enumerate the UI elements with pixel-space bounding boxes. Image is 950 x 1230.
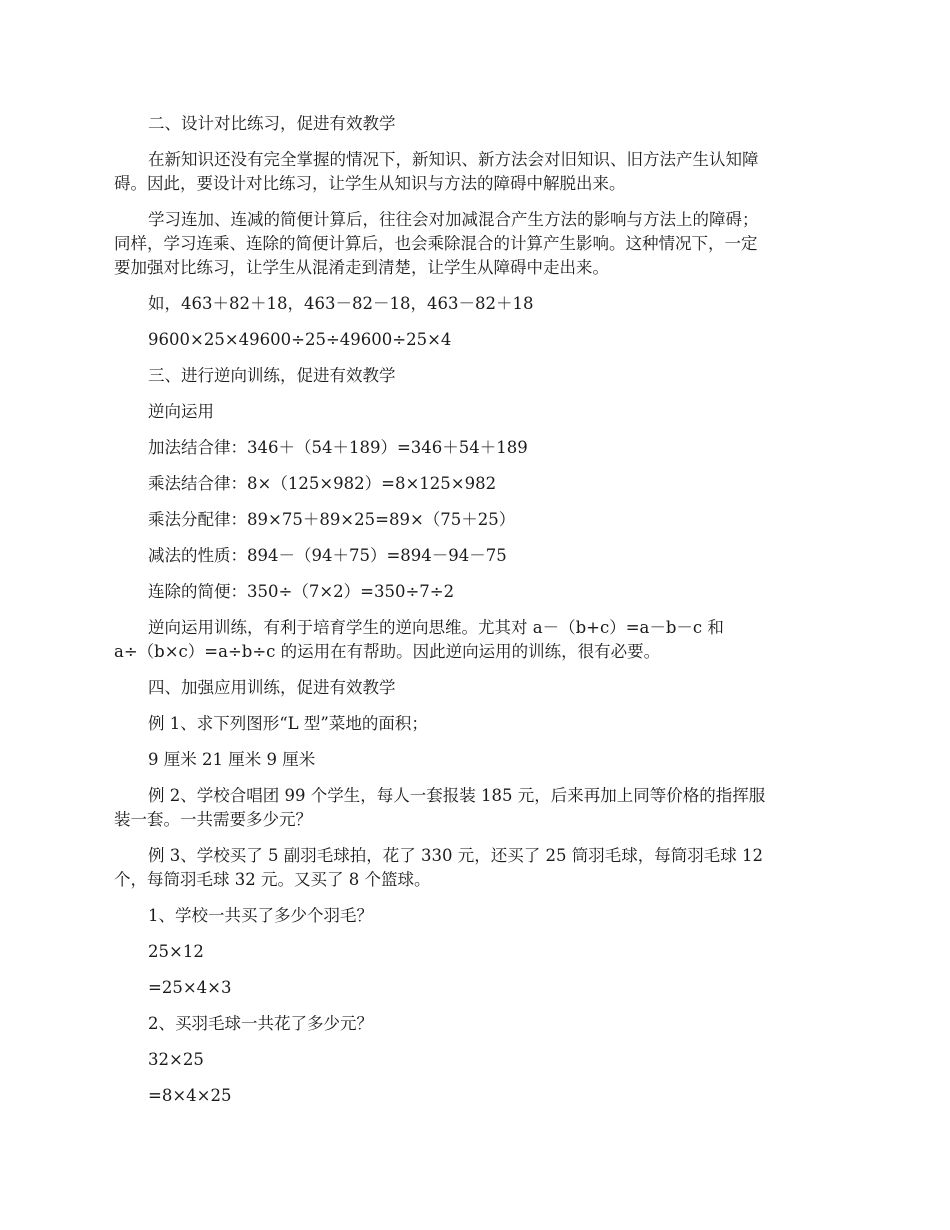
formula-line: 乘法分配律：89×75＋89×25=89×（75＋25） xyxy=(148,510,516,529)
formula-line: 乘法结合律：8×（125×982）=8×125×982 xyxy=(148,474,497,493)
calculation-line: 32×25 xyxy=(148,1050,204,1069)
calculation-line: =8×4×25 xyxy=(148,1086,232,1105)
paragraph-line: 同样，学习连乘、连除的简便计算后，也会乘除混合的计算产生影响。这种情况下，一定 xyxy=(114,234,758,253)
paragraph-line: 逆向运用训练，有利于培育学生的逆向思维。尤其对 a－（b+c）=a－b－c 和 xyxy=(148,618,724,637)
example-expression: 如，463＋82＋18，463－82－18，463－82＋18 xyxy=(148,294,534,313)
paragraph-line: a÷（b×c）=a÷b÷c 的运用在有帮助。因此逆向运用的训练，很有必要。 xyxy=(114,642,661,661)
paragraph-line: 要加强对比练习，让学生从混淆走到清楚，让学生从障碍中走出来。 xyxy=(114,258,609,277)
calculation-line: =25×4×3 xyxy=(148,978,232,997)
paragraph-line: 碍。因此，要设计对比练习，让学生从知识与方法的障碍中解脱出来。 xyxy=(114,174,626,193)
formula-line: 连除的简便：350÷（7×2）=350÷7÷2 xyxy=(148,582,455,601)
section-heading-2: 二、设计对比练习，促进有效教学 xyxy=(148,114,396,133)
formula-line: 加法结合律：346＋（54＋189）=346＋54＋189 xyxy=(148,438,528,457)
question-line: 2、买羽毛球一共花了多少元？ xyxy=(148,1014,373,1033)
question-line: 1、学校一共买了多少个羽毛？ xyxy=(148,906,373,925)
paragraph-line: 例 3、学校买了 5 副羽毛球拍，花了 330 元，还买了 25 筒羽毛球，每筒羽毛球 12 xyxy=(148,846,763,865)
paragraph-line: 个，每筒羽毛球 32 元。又买了 8 个篮球。 xyxy=(114,870,431,889)
section-heading-3: 三、进行逆向训练，促进有效教学 xyxy=(148,366,396,385)
section-heading-4: 四、加强应用训练，促进有效教学 xyxy=(148,678,396,697)
paragraph-line: 学习连加、连减的简便计算后，往往会对加减混合产生方法的影响与方法上的障碍； xyxy=(148,210,759,229)
subheading: 逆向运用 xyxy=(148,402,214,421)
paragraph-line: 装一套。一共需要多少元？ xyxy=(114,810,312,829)
example-text: 9 厘米 21 厘米 9 厘米 xyxy=(148,750,316,769)
example-title: 例 1、求下列图形“L 型”菜地的面积； xyxy=(148,714,428,733)
formula-line: 减法的性质：894－（94＋75）=894－94－75 xyxy=(148,546,507,565)
calculation-line: 25×12 xyxy=(148,942,204,961)
paragraph-line: 在新知识还没有完全掌握的情况下，新知识、新方法会对旧知识、旧方法产生认知障 xyxy=(148,150,759,169)
paragraph-line: 例 2、学校合唱团 99 个学生，每人一套报装 185 元，后来再加上同等价格的指挥服 xyxy=(148,786,766,805)
example-expression: 9600×25×49600÷25÷49600÷25×4 xyxy=(148,330,452,349)
